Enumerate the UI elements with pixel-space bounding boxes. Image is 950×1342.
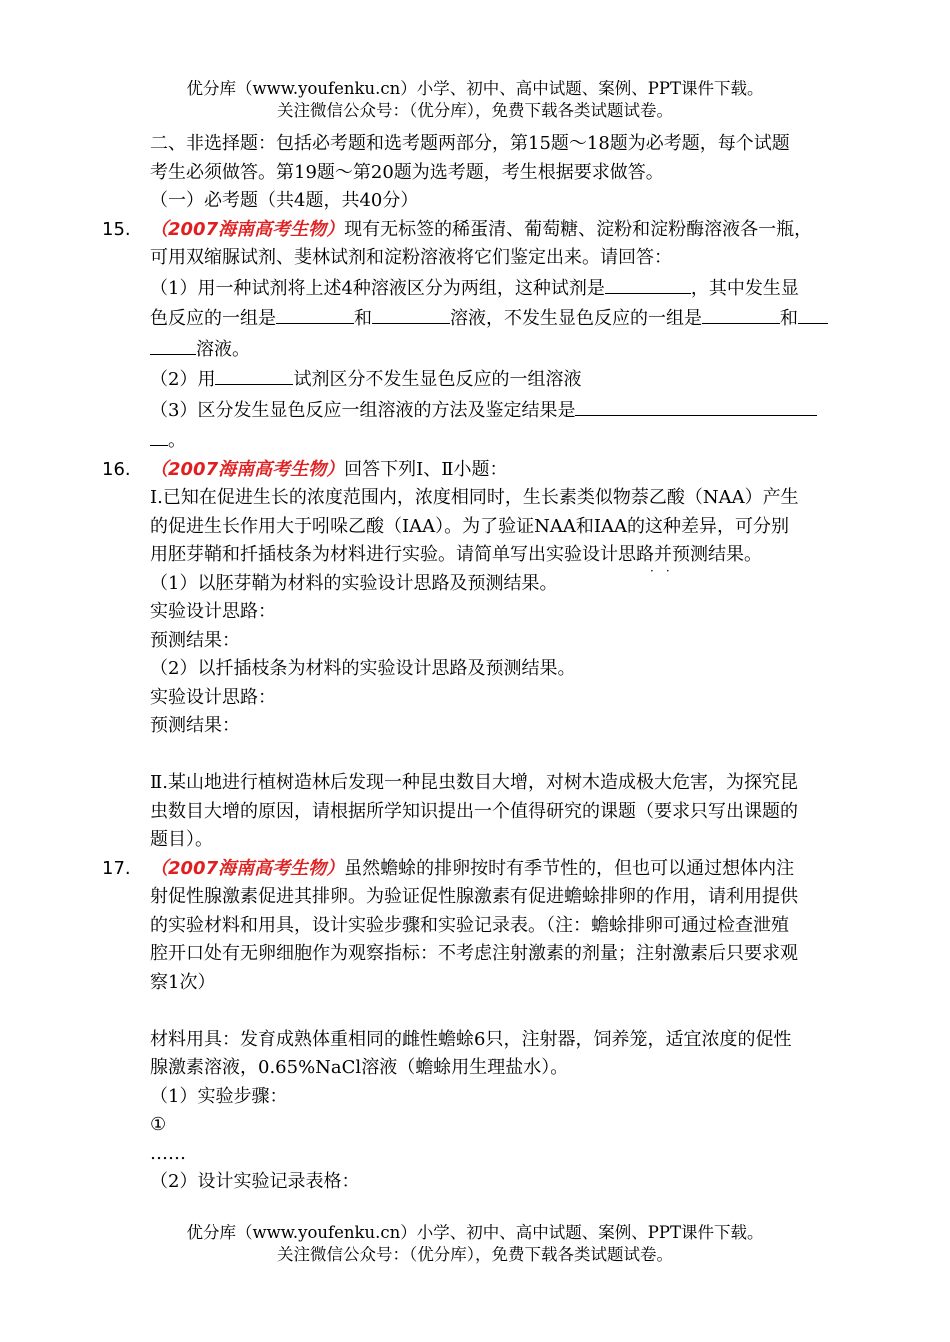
question-text: Ⅰ.已知在促进生长的浓度范围内，浓度相同时，生长素类似物萘乙酸（NAA）产生 [150, 487, 799, 508]
question-17 [102, 855, 850, 1197]
part-1-text: 和 [354, 308, 372, 329]
question-text: 的促进生长作用大于吲哚乙酸（IAA）。为了验证NAA和IAA的这种差异，可分别 [150, 515, 789, 537]
question-number: 16. [102, 458, 131, 480]
footer-line-1: 优分库（www.youfenku.cn）小学、初中、高中试题、案例、PPT课件下载。 [186, 1223, 764, 1242]
answer-blank[interactable] [798, 303, 828, 324]
answer-blank[interactable] [150, 425, 168, 446]
answer-blank[interactable] [150, 334, 196, 355]
sub-question: （1）实验步骤： [150, 1085, 288, 1107]
question-15 [102, 216, 850, 456]
question-16 [102, 456, 850, 855]
question-source: （2007海南高考生物） [150, 458, 345, 480]
question-source: （2007海南高考生物） [150, 857, 345, 879]
part-2-text: 试剂区分不发生显色反应的一组溶液 [293, 369, 582, 390]
answer-label: 实验设计思路： [150, 601, 276, 622]
part-1-text: （1）用一种试剂将上述4种溶液区分为两组，这种试剂是 [150, 277, 605, 299]
answer-blank[interactable] [372, 303, 450, 324]
sub-question: （2）设计实验记录表格： [150, 1171, 360, 1192]
page-header [0, 78, 950, 122]
question-text: 用胚芽鞘和扦插枝条为材料进行实验。请简单写出实验设计思路并预测结果。 [150, 544, 762, 565]
part-1-text: 和 [780, 308, 798, 329]
question-text: 可用双缩脲试剂、斐林试剂和淀粉溶液将它们鉴定出来。请回答： [150, 247, 672, 268]
part-1-text: 溶液。 [196, 338, 250, 360]
question-text: 的实验材料和用具，设计实验步骤和实验记录表。（注：蟾蜍排卵可通过检查泄殖 [150, 914, 789, 936]
step-marker: ① [150, 1114, 167, 1135]
header-line-2: 关注微信公众号：（优分库），免费下载各类试题试卷。 [277, 101, 673, 120]
section-subtitle: （一）必考题（共4题，共40分） [150, 190, 419, 211]
document-body [102, 130, 850, 1197]
footer-line-2: 关注微信公众号：（优分库），免费下载各类试题试卷。 [277, 1245, 673, 1264]
answer-label: 预测结果： [150, 629, 240, 651]
answer-blank[interactable] [575, 395, 817, 416]
question-text: 虫数目大增的原因，请根据所学知识提出一个值得研究的课题（要求只写出课题的 [150, 800, 798, 822]
question-text: 腔开口处有无卵细胞作为观察指标：不考虑注射激素的剂量；注射激素后只要求观 [150, 943, 798, 964]
part-3-text: （3）区分发生显色反应一组溶液的方法及鉴定结果是 [150, 399, 576, 421]
section-intro-2: 考生必须做答。第19题～第20题为选考题，考生根据要求做答。 [150, 161, 664, 183]
question-text: 回答下列Ⅰ、Ⅱ小题： [344, 458, 508, 480]
ellipsis: …… [150, 1142, 186, 1164]
question-number: 15. [102, 218, 131, 240]
section-intro-1: 二、非选择题：包括必考题和选考题两部分，第15题～18题为必考题，每个试题 [150, 133, 790, 154]
materials-text: 材料用具：发育成熟体重相同的雌性蟾蜍6只，注射器，饲养笼，适宜浓度的促性 [150, 1028, 792, 1050]
answer-label: 预测结果： [150, 715, 240, 736]
sub-question: （1）以胚芽鞘为材料的实验设计思路及预测结果。 [150, 572, 558, 594]
answer-label: 实验设计思路： [150, 686, 276, 708]
answer-blank[interactable] [215, 364, 293, 385]
question-source: （2007海南高考生物） [150, 218, 345, 240]
question-text: Ⅱ.某山地进行植树造林后发现一种昆虫数目大增，对树木造成极大危害，为探究昆 [150, 772, 798, 793]
part-1-text: 色反应的一组是 [150, 308, 276, 329]
part-1-text: 溶液，不发生显色反应的一组是 [450, 308, 702, 329]
part-2-text: （2）用 [150, 369, 216, 390]
question-text: 虽然蟾蜍的排卵按时有季节性的，但也可以通过想体内注 [344, 857, 795, 879]
materials-text: 腺激素溶液，0.65%NaCl溶液（蟾蜍用生理盐水）。 [150, 1057, 569, 1078]
header-line-1: 优分库（www.youfenku.cn）小学、初中、高中试题、案例、PPT课件下载。 [186, 79, 764, 98]
sub-question: （2）以扦插枝条为材料的实验设计思路及预测结果。 [150, 658, 576, 679]
question-number: 17. [102, 857, 131, 879]
question-text: 射促性腺激素促进其排卵。为验证促性腺激素有促进蟾蜍排卵的作用，请利用提供 [150, 886, 798, 907]
part-3-text: 。 [168, 430, 186, 451]
question-text: 察1次） [150, 971, 216, 993]
page-footer [0, 1222, 950, 1266]
answer-blank[interactable] [702, 303, 780, 324]
question-text: 现有无标签的稀蛋清、葡萄糖、淀粉和淀粉酶溶液各一瓶， [344, 218, 813, 240]
answer-blank[interactable] [605, 273, 691, 294]
question-text: 题目）。 [150, 829, 213, 850]
answer-blank[interactable] [276, 303, 354, 324]
emphasis-dots: ·· [650, 564, 682, 578]
part-1-text: ，其中发生显 [690, 277, 799, 299]
